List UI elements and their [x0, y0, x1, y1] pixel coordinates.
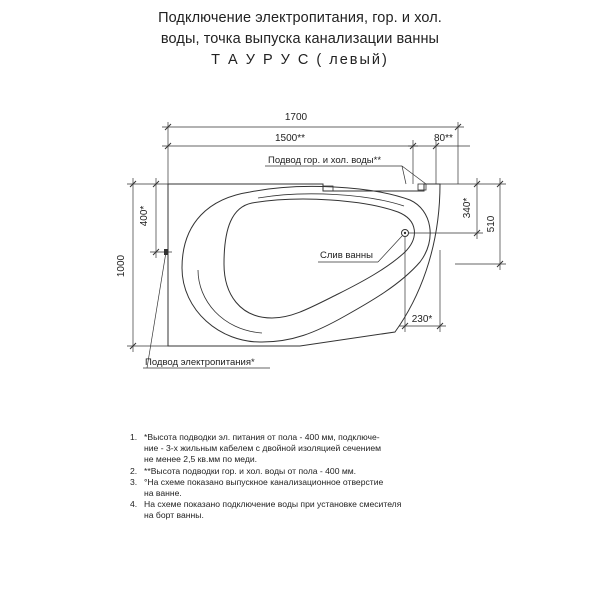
note-item [130, 499, 470, 510]
drain-center [404, 232, 406, 234]
dim-80-text: 80** [434, 133, 453, 144]
dim-510-text: 510 [486, 215, 497, 233]
note-number: 3. [130, 476, 138, 487]
note-item [130, 466, 470, 477]
note-number: 4. [130, 499, 138, 510]
dim-400-text: 400* [139, 205, 150, 227]
drain-label: Слив ванны [320, 250, 373, 261]
note-item [130, 477, 470, 488]
dim-1500-text: 1500** [274, 133, 306, 144]
dim-340-text: 340* [462, 197, 473, 219]
water-supply-cold [418, 184, 426, 190]
bathtub-contour [198, 270, 262, 333]
power-supply-label: Подвод электропитания* [145, 357, 255, 368]
note-text: °На схеме показано выпускное канализационное отверстие [144, 476, 384, 487]
title-line-1: Подключение электропитания, гор. и хол. [158, 10, 442, 26]
note-text: на борт ванны. [144, 510, 204, 521]
note-text: **Высота подводки гор. и хол. воды от пола - 400 мм. [144, 465, 357, 476]
dim-1700-text: 1700 [284, 112, 308, 123]
notes-list [130, 432, 470, 522]
water-supply-label: Подвод гор. и хол. воды** [268, 155, 382, 166]
note-item [130, 432, 470, 443]
title-line-2: воды, точка выпуска канализации ванны [160, 31, 440, 47]
dim-1000-text: 1000 [116, 254, 127, 278]
power-supply-point [164, 249, 168, 255]
power-supply-leader [147, 252, 166, 368]
note-text: не менее 2,5 кв.мм по меди. [144, 454, 258, 465]
title-line-3: Т А У Р У С ( левый) [211, 52, 389, 68]
note-text: ние - 3-х жильным кабелем с двойной изоляцией сечением [144, 443, 382, 454]
dim-230-text: 230* [411, 314, 433, 325]
note-number: 1. [130, 432, 138, 442]
note-text: На схеме показано подключение воды при установке смесителя [144, 499, 402, 510]
note-text: на ванне. [144, 488, 182, 499]
note-text: *Высота подводки эл. питания от пола - 400 мм, подключе- [144, 432, 380, 442]
note-number: 2. [130, 465, 138, 476]
